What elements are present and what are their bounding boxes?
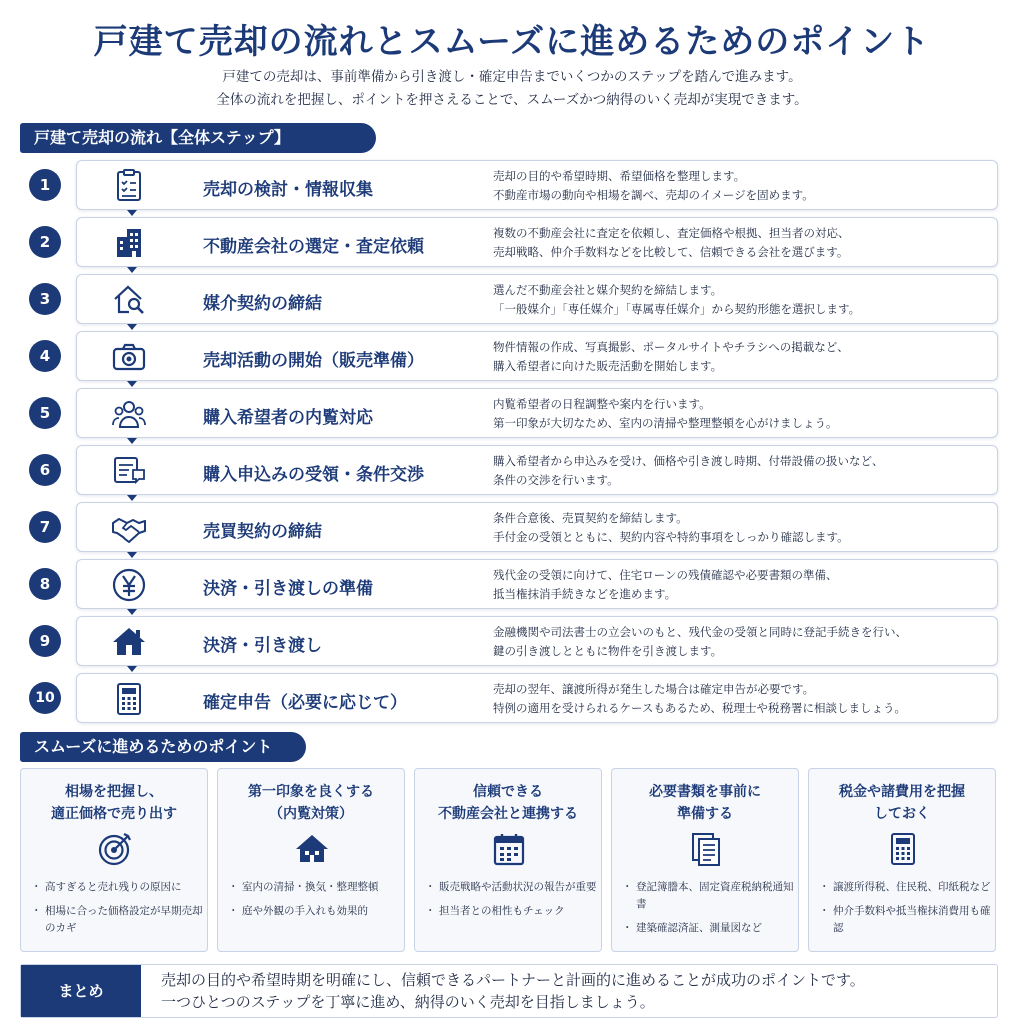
house-icon xyxy=(111,624,147,660)
step-number: 6 xyxy=(29,454,61,486)
point-list xyxy=(33,879,205,944)
step-desc-line: 手付金の受領とともに、契約内容や特約事項をしっかり確認します。 xyxy=(493,530,849,544)
step-desc-line: 購入希望者に向けた販売活動を開始します。 xyxy=(493,359,723,373)
point-list xyxy=(427,879,599,927)
point-card xyxy=(217,768,405,952)
point-list-item: ・ 高すぎると売れ残りの原因に xyxy=(33,879,205,896)
step-title: 売買契約の締結 xyxy=(203,522,322,542)
house-icon xyxy=(294,831,330,867)
summary-line: 一つひとつのステップを丁寧に進め、納得のいく売却を目指しましょう。 xyxy=(161,993,655,1011)
step-desc-line: 抵当権抹消手続きなどを進めます。 xyxy=(493,587,677,601)
step-connector-arrow xyxy=(127,381,137,387)
step-desc-line: 購入希望者から申込みを受け、価格や引き渡し時期、付帯設備の扱いなど、 xyxy=(493,454,884,468)
step-number: 7 xyxy=(29,511,61,543)
step-connector-arrow xyxy=(127,438,137,444)
point-list-item: ・ 販売戦略や活動状況の報告が重要 xyxy=(427,879,599,896)
point-title-line: 信頼できる xyxy=(473,784,543,800)
step-item xyxy=(20,616,1000,666)
points-section-label: スムーズに進めるためのポイント xyxy=(20,732,306,762)
step-connector-arrow xyxy=(127,609,137,615)
intro-line-2: 全体の流れを把握し、ポイントを押さえることで、スムーズかつ納得のいく売却が実現できます。 xyxy=(216,92,808,108)
step-card xyxy=(76,502,998,552)
summary-box xyxy=(20,964,998,1018)
step-item xyxy=(20,445,1000,495)
step-description xyxy=(493,509,993,547)
step-desc-line: 複数の不動産会社に査定を依頼し、査定価格や根拠、担当者の対応、 xyxy=(493,226,850,240)
step-desc-line: 内覧希望者の日程調整や案内を行います。 xyxy=(493,397,711,411)
step-title: 決済・引き渡し xyxy=(203,636,322,656)
step-title: 購入申込みの受領・条件交渉 xyxy=(203,465,424,485)
point-title-line: 税金や諸費用を把握 xyxy=(839,784,965,800)
point-title xyxy=(21,781,207,825)
point-list xyxy=(821,879,993,944)
page-title: 戸建て売却の流れとスムーズに進めるためのポイント xyxy=(93,22,931,62)
step-number: 3 xyxy=(29,283,61,315)
point-list-item: ・ 建築確認済証、測量図など xyxy=(624,920,796,937)
step-number: 9 xyxy=(29,625,61,657)
point-title-line: 必要書類を事前に xyxy=(649,784,761,800)
point-title-line: 不動産会社と連携する xyxy=(438,806,578,822)
step-card xyxy=(76,217,998,267)
step-desc-line: 金融機関や司法書士の立会いのもと、残代金の受領と同時に登記手続きを行い、 xyxy=(493,625,907,639)
intro-text xyxy=(0,66,1024,112)
step-description xyxy=(493,623,993,661)
step-desc-line: 条件合意後、売買契約を締結します。 xyxy=(493,511,688,525)
step-description xyxy=(493,224,993,262)
calendar-icon xyxy=(491,831,527,867)
summary-label: まとめ xyxy=(21,965,141,1017)
step-item xyxy=(20,160,1000,210)
steps-section-label: 戸建て売却の流れ【全体ステップ】 xyxy=(20,123,376,153)
step-number: 10 xyxy=(29,682,61,714)
points-grid xyxy=(20,768,996,952)
point-list xyxy=(624,879,796,944)
step-title: 不動産会社の選定・査定依頼 xyxy=(203,237,424,257)
step-connector-arrow xyxy=(127,324,137,330)
step-card xyxy=(76,388,998,438)
step-title: 売却の検討・情報収集 xyxy=(203,180,373,200)
step-desc-line: 特例の適用を受けられるケースもあるため、税理士や税務署に相談しましょう。 xyxy=(493,701,906,715)
step-desc-line: 「一般媒介」「専任媒介」「専属専任媒介」から契約形態を選択します。 xyxy=(493,302,861,316)
step-connector-arrow xyxy=(127,267,137,273)
point-card xyxy=(20,768,208,952)
step-description xyxy=(493,167,993,205)
point-list-item: ・ 仲介手数料や抵当権抹消費用も確認 xyxy=(821,903,993,937)
step-desc-line: 鍵の引き渡しとともに物件を引き渡します。 xyxy=(493,644,723,658)
step-number: 8 xyxy=(29,568,61,600)
office-building-icon xyxy=(111,225,147,261)
handshake-icon xyxy=(111,510,147,546)
step-item xyxy=(20,388,1000,438)
step-item xyxy=(20,217,1000,267)
step-title: 媒介契約の締結 xyxy=(203,294,322,314)
step-desc-line: 不動産市場の動向や相場を調べ、売却のイメージを固めます。 xyxy=(493,188,814,202)
step-description xyxy=(493,680,993,718)
point-title-line: 適正価格で売り出す xyxy=(51,806,177,822)
step-card xyxy=(76,274,998,324)
step-desc-line: 残代金の受領に向けて、住宅ローンの残債確認や必要書類の準備、 xyxy=(493,568,838,582)
point-title-line: （内覧対策） xyxy=(269,806,353,822)
point-card xyxy=(611,768,799,952)
point-title xyxy=(415,781,601,825)
step-desc-line: 売却戦略、仲介手数料などを比較して、信頼できる会社を選びます。 xyxy=(493,245,849,259)
point-list xyxy=(230,879,402,927)
point-title-line: 準備する xyxy=(677,806,733,822)
point-list-item: ・ 譲渡所得税、住民税、印紙税など xyxy=(821,879,993,896)
point-list-item: ・ 室内の清掃・換気・整理整頓 xyxy=(230,879,402,896)
step-description xyxy=(493,338,993,376)
step-item xyxy=(20,559,1000,609)
step-connector-arrow xyxy=(127,552,137,558)
point-card xyxy=(808,768,996,952)
summary-text xyxy=(161,969,865,1013)
step-card xyxy=(76,616,998,666)
step-description xyxy=(493,395,993,433)
step-desc-line: 条件の交渉を行います。 xyxy=(493,473,619,487)
document-chat-icon xyxy=(111,453,147,489)
point-title xyxy=(218,781,404,825)
step-card xyxy=(76,559,998,609)
step-card xyxy=(76,673,998,723)
point-title xyxy=(809,781,995,825)
step-connector-arrow xyxy=(127,666,137,672)
step-number: 4 xyxy=(29,340,61,372)
step-number: 2 xyxy=(29,226,61,258)
house-search-icon xyxy=(111,282,147,318)
step-item xyxy=(20,673,1000,723)
step-desc-line: 売却の翌年、譲渡所得が発生した場合は確定申告が必要です。 xyxy=(493,682,815,696)
point-title-line: しておく xyxy=(874,806,930,822)
step-description xyxy=(493,566,993,604)
point-list-item: ・ 相場に合った価格設定が早期売却のカギ xyxy=(33,903,205,937)
people-icon xyxy=(111,396,147,432)
point-title-line: 第一印象を良くする xyxy=(248,784,374,800)
step-number: 1 xyxy=(29,169,61,201)
step-number: 5 xyxy=(29,397,61,429)
point-title-line: 相場を把握し、 xyxy=(65,784,163,800)
step-desc-line: 物件情報の作成、写真撮影、ポータルサイトやチラシへの掲載など、 xyxy=(493,340,849,354)
step-connector-arrow xyxy=(127,495,137,501)
step-description xyxy=(493,452,993,490)
point-card xyxy=(414,768,602,952)
step-title: 購入希望者の内覧対応 xyxy=(203,408,373,428)
step-card xyxy=(76,445,998,495)
step-title: 確定申告（必要に応じて） xyxy=(203,693,407,713)
documents-icon xyxy=(688,831,724,867)
step-item xyxy=(20,502,1000,552)
point-list-item: ・ 登記簿謄本、固定資産税納税通知書 xyxy=(624,879,796,913)
point-list-item: ・ 担当者との相性もチェック xyxy=(427,903,599,920)
step-title: 売却活動の開始（販売準備） xyxy=(203,351,424,371)
camera-icon xyxy=(111,339,147,375)
checklist-icon xyxy=(111,168,147,204)
step-desc-line: 売却の目的や希望時期、希望価格を整理します。 xyxy=(493,169,746,183)
step-connector-arrow xyxy=(127,210,137,216)
step-title: 決済・引き渡しの準備 xyxy=(203,579,373,599)
step-card xyxy=(76,160,998,210)
step-description xyxy=(493,281,993,319)
step-desc-line: 第一印象が大切なため、室内の清掃や整理整頓を心がけましょう。 xyxy=(493,416,838,430)
calculator-icon xyxy=(885,831,921,867)
point-title xyxy=(612,781,798,825)
yen-circle-icon xyxy=(111,567,147,603)
step-item xyxy=(20,274,1000,324)
target-icon xyxy=(97,831,133,867)
point-list-item: ・ 庭や外観の手入れも効果的 xyxy=(230,903,402,920)
calculator-icon xyxy=(111,681,147,717)
step-card xyxy=(76,331,998,381)
step-desc-line: 選んだ不動産会社と媒介契約を締結します。 xyxy=(493,283,723,297)
step-item xyxy=(20,331,1000,381)
intro-line-1: 戸建ての売却は、事前準備から引き渡し・確定申告までいくつかのステップを踏んで進みます。 xyxy=(222,69,802,85)
summary-line: 売却の目的や希望時期を明確にし、信頼できるパートナーと計画的に進めることが成功のポイントです。 xyxy=(161,971,865,989)
